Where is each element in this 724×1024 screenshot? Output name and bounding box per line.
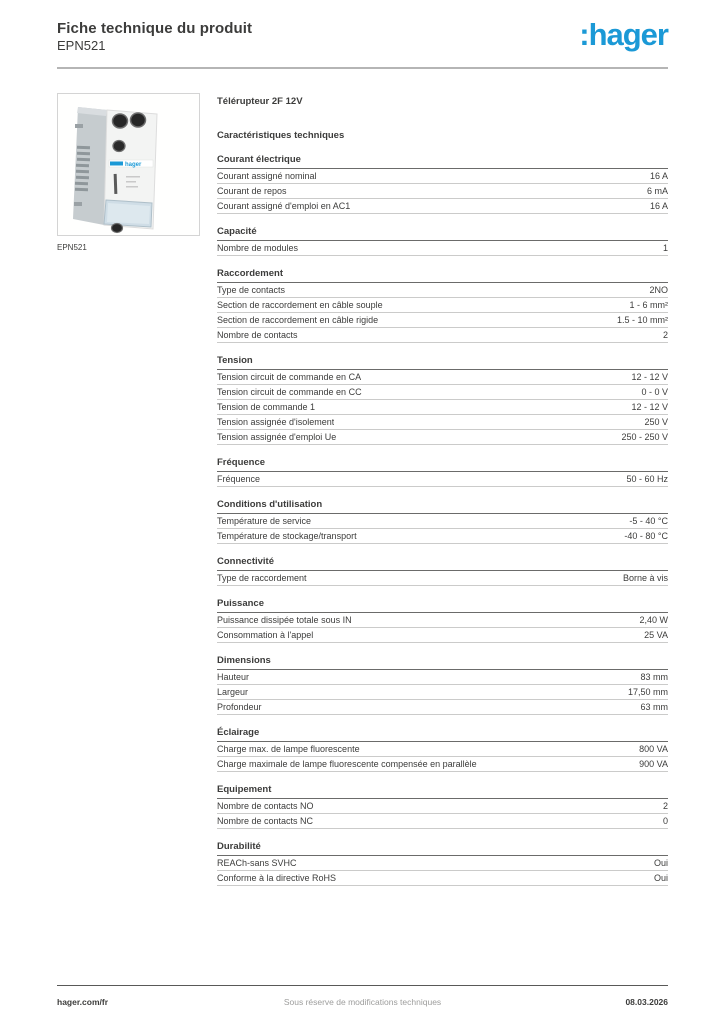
spec-row [217, 670, 668, 685]
spec-row [217, 385, 668, 400]
spec-section-title: Fréquence [217, 457, 668, 472]
spec-row-value: 50 - 60 Hz [626, 474, 668, 484]
spec-section [217, 784, 668, 829]
spec-row-value: 0 - 0 V [641, 387, 668, 397]
spec-row [217, 871, 668, 886]
spec-row-value: Oui [653, 858, 668, 868]
spec-section-title: Durabilité [217, 841, 668, 856]
footer-date: 08.03.2026 [625, 997, 668, 1007]
spec-row [217, 430, 668, 445]
spec-row [217, 814, 668, 829]
spec-row-label: Courant assigné nominal [217, 171, 317, 181]
spec-row-value: 2NO [649, 285, 668, 295]
spec-row-label: Charge max. de lampe fluorescente [217, 744, 360, 754]
spec-row-value: 6 mA [646, 186, 668, 196]
spec-row-value: 17,50 mm [627, 687, 668, 697]
footer-website-link[interactable]: hager.com/fr [57, 997, 109, 1007]
spec-sections [217, 154, 668, 886]
spec-row-label: Profondeur [217, 702, 262, 712]
spec-row [217, 298, 668, 313]
spec-row-label: Section de raccordement en câble rigide [217, 315, 379, 325]
spec-section-title: Capacité [217, 226, 668, 241]
spec-row-value: -40 - 80 °C [624, 531, 668, 541]
spec-row [217, 370, 668, 385]
spec-row-label: Courant de repos [217, 186, 287, 196]
product-image-caption: EPN521 [57, 243, 87, 252]
characteristics-heading: Caractéristiques techniques [217, 130, 345, 141]
spec-row-label: Température de service [217, 516, 312, 526]
page-header [57, 19, 668, 54]
spec-row-label: Tension assignée d'isolement [217, 417, 335, 427]
page-footer [57, 997, 668, 1009]
spec-row-value: 1 [662, 243, 668, 253]
spec-row-value: 0 [662, 816, 668, 826]
header-divider [57, 67, 668, 69]
spec-row-value: Borne à vis [622, 573, 668, 583]
spec-row-value: 2 [662, 330, 668, 340]
spec-row [217, 799, 668, 814]
spec-row [217, 328, 668, 343]
spec-section [217, 355, 668, 445]
spec-row [217, 628, 668, 643]
spec-row-value: 250 V [644, 417, 668, 427]
spec-row-label: Type de contacts [217, 285, 286, 295]
spec-section [217, 499, 668, 544]
page-title: Fiche technique du produit [57, 20, 253, 37]
spec-section [217, 655, 668, 715]
main-content [57, 93, 668, 886]
spec-row [217, 199, 668, 214]
spec-row-label: Température de stockage/transport [217, 531, 357, 541]
spec-row [217, 571, 668, 586]
spec-row [217, 313, 668, 328]
spec-row [217, 856, 668, 871]
spec-row [217, 283, 668, 298]
hager-logo: :hager [579, 17, 668, 52]
svg-text:hager: hager [125, 162, 142, 168]
spec-row [217, 757, 668, 772]
header-titles [57, 19, 252, 54]
spec-row-label: Courant assigné d'emploi en AC1 [217, 201, 351, 211]
spec-row [217, 472, 668, 487]
spec-row [217, 685, 668, 700]
product-image-column [57, 93, 200, 252]
spec-row-label: Type de raccordement [217, 573, 307, 583]
spec-row [217, 529, 668, 544]
spec-section [217, 154, 668, 214]
spec-row-label: Section de raccordement en câble souple [217, 300, 383, 310]
spec-row-value: 1.5 - 10 mm² [616, 315, 668, 325]
spec-row [217, 742, 668, 757]
spec-row-label: Puissance dissipée totale sous IN [217, 615, 352, 625]
spec-row-label: Tension de commande 1 [217, 402, 316, 412]
spec-section-title: Connectivité [217, 556, 668, 571]
spec-row-value: 63 mm [640, 702, 668, 712]
spec-row [217, 613, 668, 628]
spec-section [217, 556, 668, 586]
spec-row-value: 2 [662, 801, 668, 811]
product-title: Télérupteur 2F 12V [217, 96, 303, 107]
spec-row-value: 1 - 6 mm² [629, 300, 668, 310]
spec-row [217, 184, 668, 199]
spec-section [217, 598, 668, 643]
spec-section [217, 226, 668, 256]
spec-row-label: Largeur [217, 687, 249, 697]
footer-divider [57, 985, 668, 986]
spec-section [217, 841, 668, 886]
spec-row-value: 800 VA [639, 744, 668, 754]
spec-section-title: Courant électrique [217, 154, 668, 169]
spec-row [217, 169, 668, 184]
product-reference: EPN521 [57, 38, 106, 53]
spec-row [217, 415, 668, 430]
spec-row-label: Hauteur [217, 672, 250, 682]
spec-row [217, 514, 668, 529]
spec-section-title: Conditions d'utilisation [217, 499, 668, 514]
spec-row-label: Tension circuit de commande en CC [217, 387, 362, 397]
spec-row [217, 241, 668, 256]
spec-row-label: Conforme à la directive RoHS [217, 873, 337, 883]
spec-row-value: 16 A [649, 201, 668, 211]
spec-row-value: 16 A [649, 171, 668, 181]
spec-row-label: Charge maximale de lampe fluorescente compensée en parallèle [217, 759, 477, 769]
spec-row-label: Nombre de contacts [217, 330, 298, 340]
spec-section [217, 727, 668, 772]
spec-row-label: Consommation à l'appel [217, 630, 314, 640]
spec-row-label: Nombre de contacts NO [217, 801, 314, 811]
spec-row-label: Tension circuit de commande en CA [217, 372, 362, 382]
spec-row-value: -5 - 40 °C [629, 516, 668, 526]
spec-row-label: Fréquence [217, 474, 261, 484]
spec-section [217, 268, 668, 343]
spec-section-title: Tension [217, 355, 668, 370]
spec-row-label: Nombre de contacts NC [217, 816, 314, 826]
spec-row-value: 12 - 12 V [631, 402, 668, 412]
spec-section-title: Raccordement [217, 268, 668, 283]
spec-section-title: Dimensions [217, 655, 668, 670]
spec-section-title: Equipement [217, 784, 668, 799]
spec-section-title: Éclairage [217, 727, 668, 742]
spec-row-value: 900 VA [639, 759, 668, 769]
spec-row-value: Oui [653, 873, 668, 883]
product-photo [58, 94, 199, 235]
spec-section [217, 457, 668, 487]
product-image-frame [57, 93, 200, 236]
spec-section-title: Puissance [217, 598, 668, 613]
spec-row [217, 700, 668, 715]
spec-column [217, 93, 668, 886]
spec-row-value: 2,40 W [639, 615, 668, 625]
spec-row-label: REACh-sans SVHC [217, 858, 297, 868]
spec-row [217, 400, 668, 415]
spec-row-value: 250 - 250 V [621, 432, 668, 442]
spec-row-label: Tension assignée d'emploi Ue [217, 432, 337, 442]
footer-disclaimer: Sous réserve de modifications techniques [283, 997, 442, 1007]
spec-row-value: 12 - 12 V [631, 372, 668, 382]
spec-row-label: Nombre de modules [217, 243, 299, 253]
spec-row-value: 83 mm [640, 672, 668, 682]
spec-row-value: 25 VA [644, 630, 668, 640]
